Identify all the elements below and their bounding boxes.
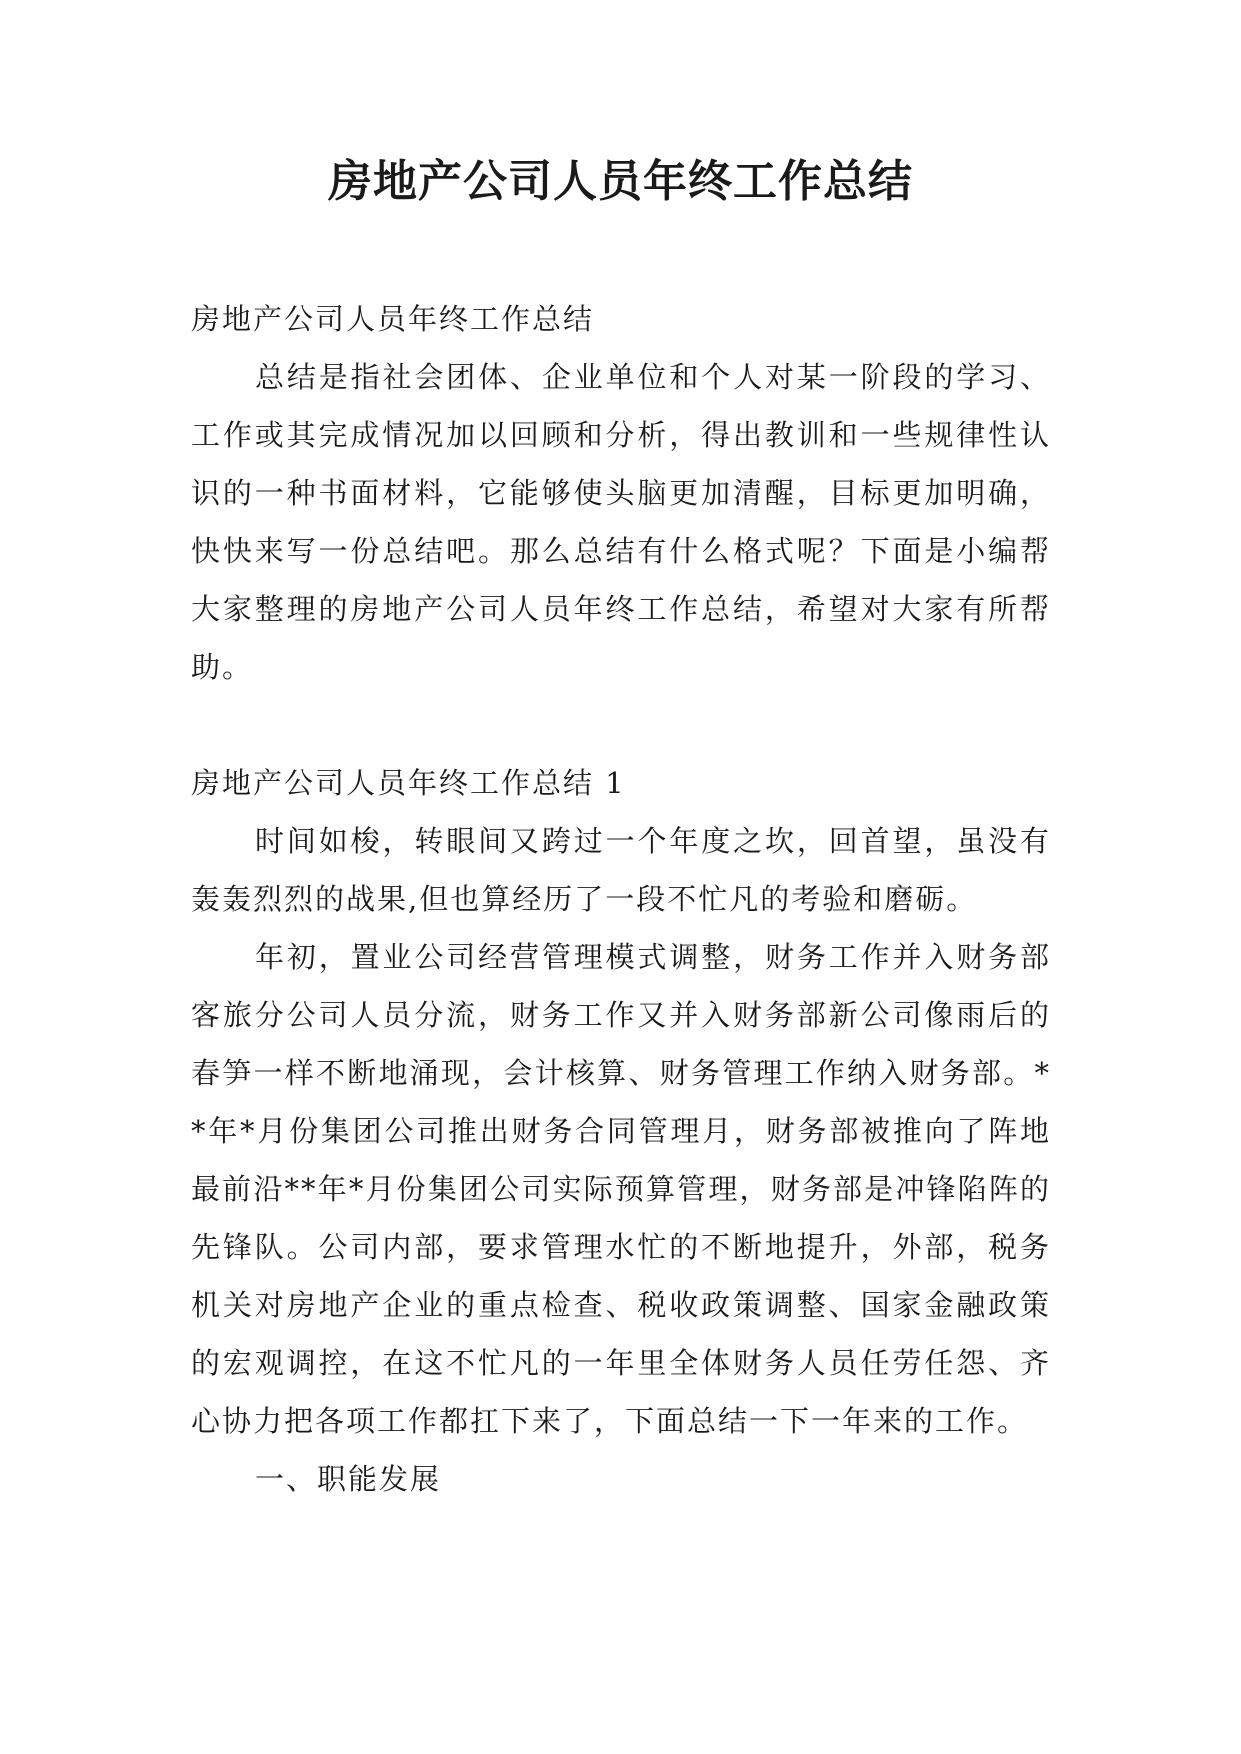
list-item-heading: 一、职能发展 [255,1462,442,1496]
body-paragraph: 年初，置业公司经营管理模式调整，财务工作并入财务部客旅分公司人员分流，财务工作又并入财务部新公司像雨后的春笋一样不断地涌现，会计核算、财务管理工作纳入财务部。**年*月份集团公司推出财务合同管理月，财务部被推向了阵地最前沿**年*月份集团公司实际预算管理，财务部是冲锋陷阵的先锋队。公司内部，要求管理水忙的不断地提升，外部，税务机关对房地产企业的重点检查、税收政策调整、国家金融政策的宏观调控，在这不忙凡的一年里全体财务人员任劳任怨、齐心协力把各项工作都扛下来了，下面总结一下一年来的工作。 [191,940,1051,1438]
document-body [191,290,1051,1508]
body-paragraph: 时间如梭，转眼间又跨过一个年度之坎，回首望，虽没有轰轰烈烈的战果,但也算经历了一段不忙凡的考验和磨砺。 [191,824,1051,916]
paragraph-spacer [191,696,1051,754]
intro-paragraph: 总结是指社会团体、企业单位和个人对某一阶段的学习、工作或其完成情况加以回顾和分析，得出教训和一些规律性认识的一种书面材料，它能够使头脑更加清醒，目标更加明确，快快来写一份总结吧。那么总结有什么格式呢？下面是小编帮大家整理的房地产公司人员年终工作总结，希望对大家有所帮助。 [191,360,1051,684]
document-subtitle: 房地产公司人员年终工作总结 [191,302,595,336]
document-title: 房地产公司人员年终工作总结 [328,156,913,207]
section-heading: 房地产公司人员年终工作总结 1 [191,766,626,800]
